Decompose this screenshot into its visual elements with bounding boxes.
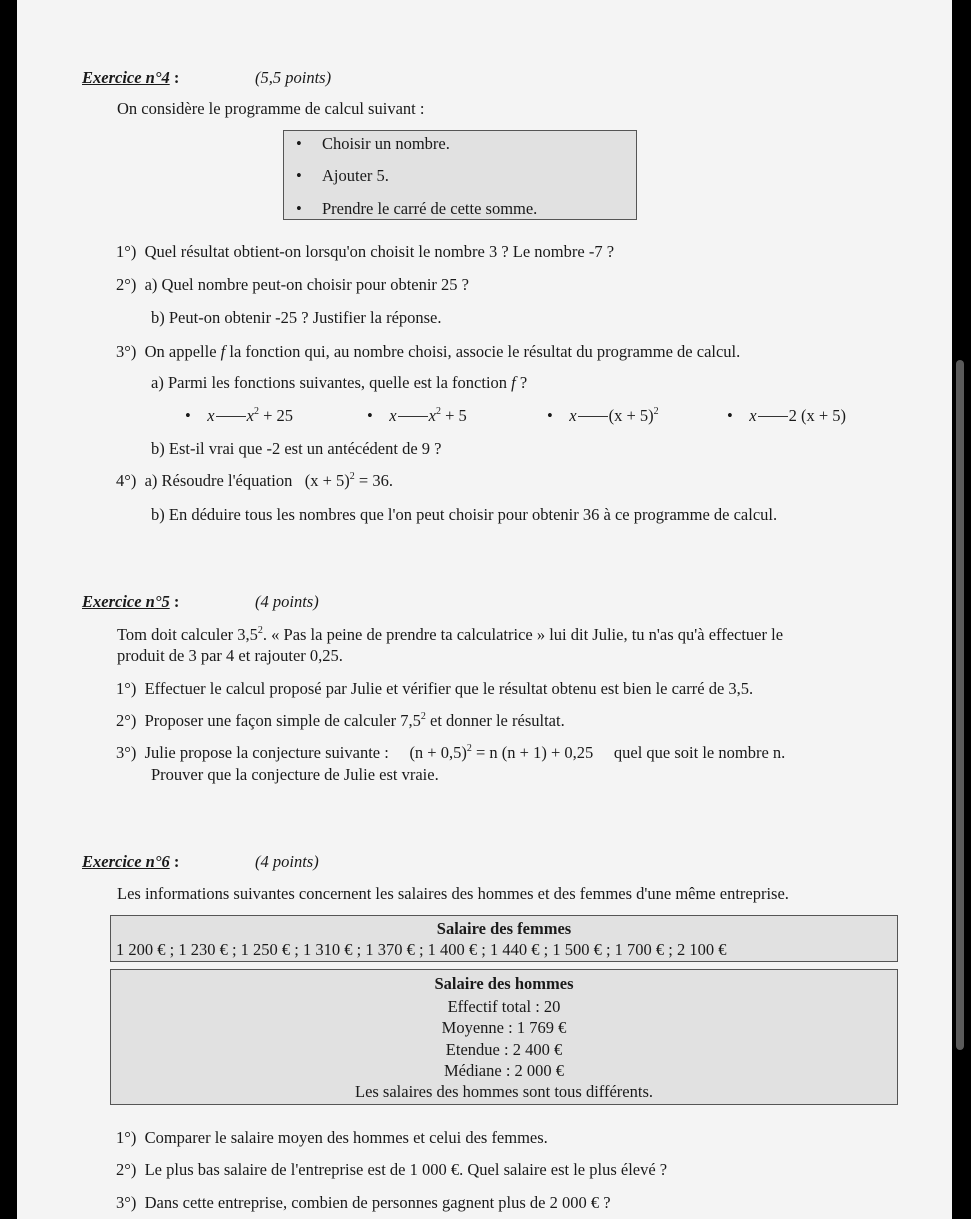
program-step: • Ajouter 5.	[296, 166, 389, 185]
question-text: Comparer le salaire moyen des hommes et celui des femmes.	[144, 1128, 548, 1147]
equation-lhs: (x + 5)	[304, 471, 350, 490]
question-text: Effectuer le calcul proposé par Julie et vérifier que le résultat obtenu est bien le carré de 3,5.	[144, 679, 754, 698]
function-choice: • x $x^2 + 5$	[367, 406, 467, 425]
ex5-q1	[116, 679, 753, 699]
question-text: a) Résoudre l'équation	[144, 471, 293, 490]
exercise-4-intro: On considère le programme de calcul suivant :	[117, 99, 425, 118]
ex6-q1	[116, 1128, 548, 1148]
men-salary-line: Médiane : 2 000 €	[443, 1061, 565, 1080]
exercise-5-points: (4 points)	[255, 592, 319, 611]
ex5-intro-line2: produit de 3 par 4 et rajouter 0,25.	[117, 646, 343, 665]
exercise-4-points: (5,5 points)	[255, 68, 332, 87]
program-step-text: Prendre le carré de cette somme.	[322, 199, 538, 218]
function-tail: + 5	[440, 406, 467, 425]
ex4-q1	[116, 242, 614, 262]
intro-text: Tom doit calculer 3,5	[117, 625, 258, 644]
function-var: x	[389, 406, 397, 425]
men-salary-box	[110, 969, 898, 1105]
scrollbar[interactable]	[956, 360, 964, 1050]
question-text: quel que soit le nombre n.	[613, 743, 786, 762]
question-exponent: 2	[420, 711, 426, 722]
ex4-q2b: b) Peut-on obtenir -25 ? Justifier la réponse.	[151, 308, 442, 327]
exercise-4-heading	[82, 68, 179, 88]
question-text: et donner le résultat.	[425, 711, 565, 730]
function-symbol: f	[511, 373, 516, 392]
question-number: 3°)	[116, 1193, 137, 1212]
ex5-q2	[116, 711, 565, 731]
question-text: Le plus bas salaire de l'entreprise est de 1 000 €. Quel salaire est le plus élevé ?	[144, 1160, 668, 1179]
program-box	[283, 130, 637, 220]
intro-exponent: 2	[257, 625, 263, 636]
exercise-6-heading	[82, 852, 179, 872]
conjecture-rhs: = n (n + 1) + 0,25	[471, 743, 594, 762]
question-text: Dans cette entreprise, combien de personnes gagnent plus de 2 000 € ?	[144, 1193, 611, 1212]
program-step-text: Choisir un nombre.	[322, 134, 450, 153]
men-salary-line: Etendue : 2 400 €	[445, 1040, 563, 1059]
function-choice: • x $x^2 + 25$	[185, 406, 293, 425]
men-salary-line: Effectif total : 20	[447, 997, 561, 1016]
function-exponent: 2	[653, 406, 659, 417]
function-expr: x	[428, 406, 436, 425]
program-step: • Prendre le carré de cette somme.	[296, 199, 538, 218]
maps-to-arrow-icon	[398, 410, 428, 417]
question-text: ?	[515, 373, 528, 392]
ex5-q3	[116, 743, 785, 763]
function-var: x	[569, 406, 577, 425]
women-salary-title: Salaire des femmes	[436, 919, 572, 938]
function-symbol: f	[220, 342, 226, 361]
question-number: 2°)	[116, 711, 137, 730]
men-salary-title: Salaire des hommes	[434, 974, 574, 993]
men-salary-line: Les salaires des hommes sont tous différents.	[354, 1082, 653, 1101]
maps-to-arrow-icon	[578, 410, 608, 417]
question-text: la fonction qui, au nombre choisi, associe le résultat du programme de calcul.	[225, 342, 741, 361]
exercise-4-colon: :	[173, 68, 180, 87]
exercise-5-colon: :	[173, 592, 180, 611]
men-salary-line: Moyenne : 1 769 €	[441, 1018, 567, 1037]
function-tail: + 25	[258, 406, 293, 425]
question-number: 3°)	[116, 342, 137, 361]
question-number: 4°)	[116, 471, 137, 490]
conjecture-lhs: (n + 0,5)	[409, 743, 467, 762]
equation-rhs: = 36.	[354, 471, 393, 490]
question-number: 1°)	[116, 679, 137, 698]
ex6-q2	[116, 1160, 667, 1180]
program-step-text: Ajouter 5.	[322, 166, 389, 185]
exercise-5-title: Exercice n°5	[82, 592, 170, 611]
exercise-6-colon: :	[173, 852, 180, 871]
ex4-q4a	[116, 471, 393, 491]
function-expr: x	[246, 406, 254, 425]
program-step: • Choisir un nombre.	[296, 134, 450, 153]
function-choice: • x $(x + 5)^2$	[547, 406, 659, 425]
ex4-q4b: b) En déduire tous les nombres que l'on peut choisir pour obtenir 36 à ce programme de calcul.	[151, 505, 778, 524]
exercise-6-title: Exercice n°6	[82, 852, 170, 871]
women-salary-values: 1 200 € ; 1 230 € ; 1 250 € ; 1 310 € ; 1 370 € ; 1 400 € ; 1 440 € ; 1 500 € ; 1 700 € ; 2 100 €	[116, 940, 727, 959]
question-number: 3°)	[116, 743, 137, 762]
question-number: 2°)	[116, 1160, 137, 1179]
question-text: a) Quel nombre peut-on choisir pour obtenir 25 ?	[144, 275, 470, 294]
function-choice: • x 2 (x + 5)	[727, 406, 847, 425]
exercise-6-points: (4 points)	[255, 852, 319, 871]
question-number: 2°)	[116, 275, 137, 294]
conjecture-exponent: 2	[466, 743, 472, 754]
maps-to-arrow-icon	[216, 410, 246, 417]
ex6-q3	[116, 1193, 611, 1213]
women-salary-box	[110, 915, 898, 962]
question-text: a) Parmi les fonctions suivantes, quelle est la fonction	[151, 373, 512, 392]
ex4-q3a	[151, 373, 527, 393]
ex4-q3b: b) Est-il vrai que -2 est un antécédent de 9 ?	[151, 439, 442, 458]
exercise-5-heading	[82, 592, 179, 612]
ex5-intro-line1	[117, 625, 783, 645]
exercise-4-title: Exercice n°4	[82, 68, 170, 87]
function-var: x	[749, 406, 757, 425]
function-expr: (x + 5)	[608, 406, 654, 425]
question-number: 1°)	[116, 242, 137, 261]
function-exponent: 2	[253, 406, 259, 417]
ex4-q2a	[116, 275, 469, 295]
ex4-q3	[116, 342, 740, 362]
function-var: x	[207, 406, 215, 425]
worksheet-page	[17, 0, 952, 1219]
function-expr: 2 (x + 5)	[788, 406, 847, 425]
ex5-q3-line2: Prouver que la conjecture de Julie est vraie.	[151, 765, 439, 784]
question-text: Quel résultat obtient-on lorsqu'on choisit le nombre 3 ? Le nombre -7 ?	[144, 242, 615, 261]
question-text: Julie propose la conjecture suivante :	[144, 743, 389, 762]
question-text: On appelle	[144, 342, 221, 361]
question-number: 1°)	[116, 1128, 137, 1147]
ex6-intro: Les informations suivantes concernent les salaires des hommes et des femmes d'une même entreprise.	[117, 884, 789, 903]
intro-text: . « Pas la peine de prendre ta calculatrice » lui dit Julie, tu n'as qu'à effectuer le	[262, 625, 784, 644]
equation-exponent: 2	[349, 471, 355, 482]
maps-to-arrow-icon	[758, 410, 788, 417]
function-exponent: 2	[435, 406, 441, 417]
question-text: Proposer une façon simple de calculer 7,5	[144, 711, 421, 730]
